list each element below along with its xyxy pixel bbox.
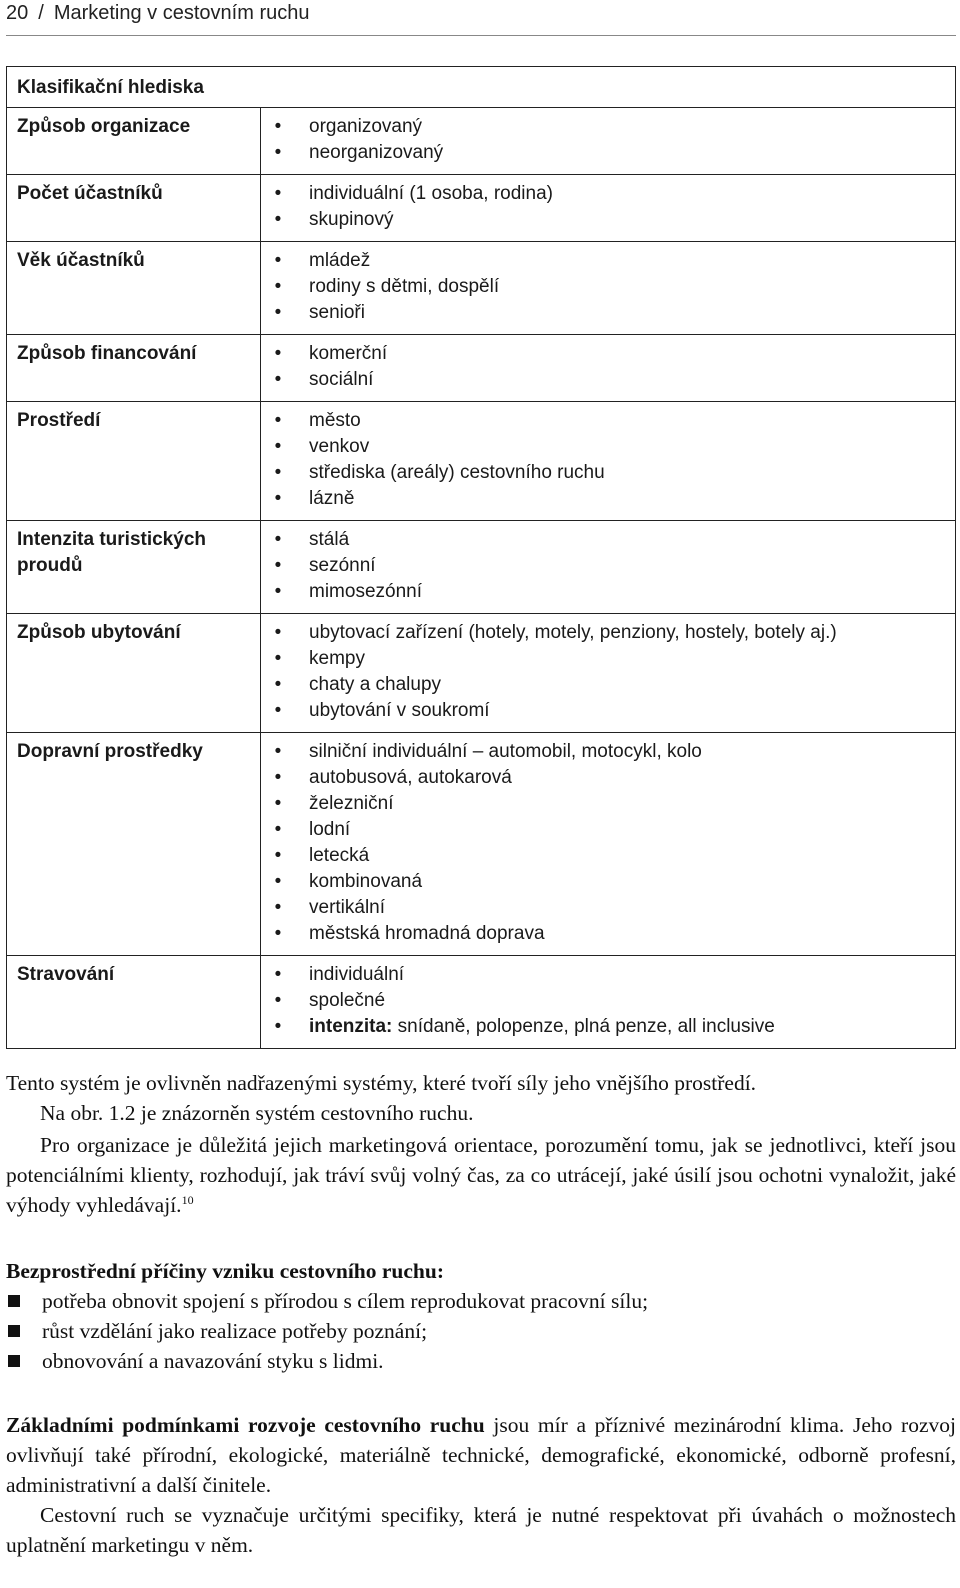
list-item-text: lodní xyxy=(309,819,351,840)
list-item xyxy=(6,1286,956,1316)
list-item-text: městská hromadná doprava xyxy=(309,923,545,944)
list-item xyxy=(271,765,945,791)
list-item xyxy=(271,486,945,512)
list-item xyxy=(271,962,945,988)
bullet-icon: • xyxy=(274,793,282,814)
table-row xyxy=(7,402,956,521)
bullet-icon: • xyxy=(274,990,282,1011)
list-item-text: senioři xyxy=(309,302,365,323)
list-item-text: společné xyxy=(309,990,386,1011)
list-item-text: město xyxy=(309,410,361,431)
bullet-icon: • xyxy=(274,767,282,788)
value-list xyxy=(271,408,945,512)
list-item xyxy=(271,300,945,326)
header-separator: / xyxy=(38,2,44,24)
list-item-text: sezónní xyxy=(309,555,376,576)
bullet-icon: • xyxy=(274,343,282,364)
value-list xyxy=(271,527,945,605)
paragraph-line: Na obr. 1.2 je znázorněn systém cestovního ruchu. xyxy=(40,1101,474,1125)
value-list xyxy=(271,248,945,326)
classification-table xyxy=(6,66,956,1049)
row-category: Dopravní prostředky xyxy=(7,733,261,956)
list-item xyxy=(271,274,945,300)
table-row xyxy=(7,733,956,956)
list-item-text: neorganizovaný xyxy=(309,142,444,163)
table-row xyxy=(7,175,956,242)
list-item xyxy=(271,181,945,207)
bullet-icon: • xyxy=(274,897,282,918)
list-item-label: intenzita: xyxy=(309,1016,393,1037)
paragraph-line: Tento systém je ovlivněn nadřazenými systémy, které tvoří síly jeho vnějšího prostředí. xyxy=(6,1071,757,1095)
row-category: Stravování xyxy=(7,956,261,1049)
list-item-text: autobusová, autokarová xyxy=(309,767,512,788)
square-bullet-icon xyxy=(8,1355,20,1367)
list-item-text: mládež xyxy=(309,250,371,271)
row-values xyxy=(261,733,956,956)
list-item-text: letecká xyxy=(309,845,370,866)
list-item-text: sociální xyxy=(309,369,374,390)
list-item xyxy=(271,791,945,817)
bullet-icon: • xyxy=(274,923,282,944)
bullet-icon: • xyxy=(274,369,282,390)
list-item-text: rodiny s dětmi, dospělí xyxy=(309,276,500,297)
list-item xyxy=(271,248,945,274)
bullet-icon: • xyxy=(274,700,282,721)
row-values xyxy=(261,614,956,733)
book-title: Marketing v cestovním ruchu xyxy=(53,2,310,24)
square-bullet-icon xyxy=(8,1325,20,1337)
list-item xyxy=(271,553,945,579)
list-item-text: kempy xyxy=(309,648,365,669)
row-values xyxy=(261,956,956,1049)
row-values xyxy=(261,335,956,402)
list-item xyxy=(271,140,945,166)
bullet-icon: • xyxy=(274,1016,282,1037)
list-item xyxy=(271,817,945,843)
row-values xyxy=(261,108,956,175)
list-item xyxy=(271,341,945,367)
paragraph-orientation xyxy=(6,1130,956,1220)
table-header-row xyxy=(7,67,956,108)
list-item xyxy=(271,460,945,486)
list-item xyxy=(271,620,945,646)
table-row xyxy=(7,242,956,335)
bullet-icon: • xyxy=(274,276,282,297)
row-category: Způsob organizace xyxy=(7,108,261,175)
list-item-text: ubytování v soukromí xyxy=(309,700,490,721)
list-item-text: železniční xyxy=(309,793,394,814)
bullet-icon: • xyxy=(274,183,282,204)
list-item-text: ubytovací zařízení (hotely, motely, penziony, hostely, botely aj.) xyxy=(309,622,837,643)
list-item-text: růst vzdělání jako realizace potřeby poznání; xyxy=(42,1319,428,1343)
list-item-text: kombinovaná xyxy=(309,871,423,892)
table-row xyxy=(7,335,956,402)
list-item xyxy=(271,988,945,1014)
page-number: 20 xyxy=(6,2,29,24)
bullet-icon: • xyxy=(274,410,282,431)
bullet-icon: • xyxy=(274,871,282,892)
list-item xyxy=(271,869,945,895)
list-item-text: vertikální xyxy=(309,897,386,918)
bullet-icon: • xyxy=(274,964,282,985)
table-row xyxy=(7,108,956,175)
list-item-text: obnovování a navazování styku s lidmi. xyxy=(42,1349,384,1373)
list-item-text: organizovaný xyxy=(309,116,423,137)
list-item xyxy=(271,646,945,672)
value-list xyxy=(271,739,945,947)
list-item xyxy=(6,1346,956,1376)
bullet-icon: • xyxy=(274,488,282,509)
row-category: Intenzita turistických proudů xyxy=(7,521,261,614)
bullet-icon: • xyxy=(274,529,282,550)
bullet-icon: • xyxy=(274,436,282,457)
list-item-text: silniční individuální – automobil, motocykl, kolo xyxy=(309,741,702,762)
causes-heading: Bezprostřední příčiny vzniku cestovního ruchu: xyxy=(6,1259,444,1283)
bullet-icon: • xyxy=(274,648,282,669)
row-values xyxy=(261,242,956,335)
list-item-text: venkov xyxy=(309,436,370,457)
list-item xyxy=(271,579,945,605)
list-item-text: mimosezónní xyxy=(309,581,422,602)
list-item xyxy=(271,434,945,460)
value-list xyxy=(271,620,945,724)
bullet-icon: • xyxy=(274,116,282,137)
row-values xyxy=(261,402,956,521)
list-item xyxy=(271,698,945,724)
bullet-icon: • xyxy=(274,581,282,602)
list-item-text: komerční xyxy=(309,343,388,364)
running-header xyxy=(6,0,309,26)
list-item-text: chaty a chalupy xyxy=(309,674,442,695)
list-item-text: individuální (1 osoba, rodina) xyxy=(309,183,553,204)
list-item xyxy=(271,207,945,233)
list-item xyxy=(271,367,945,393)
list-item xyxy=(271,895,945,921)
list-item-text: skupinový xyxy=(309,209,394,230)
value-list xyxy=(271,341,945,393)
list-item-text: stálá xyxy=(309,529,350,550)
value-list xyxy=(271,962,945,1040)
bullet-icon: • xyxy=(274,622,282,643)
row-values xyxy=(261,521,956,614)
paragraph-system xyxy=(6,1068,956,1128)
list-item-text: snídaně, polopenze, plná penze, all inclusive xyxy=(392,1016,775,1037)
bullet-icon: • xyxy=(274,250,282,271)
list-item xyxy=(271,527,945,553)
row-category: Počet účastníků xyxy=(7,175,261,242)
bullet-icon: • xyxy=(274,819,282,840)
row-category: Způsob ubytování xyxy=(7,614,261,733)
bullet-icon: • xyxy=(274,845,282,866)
header-rule xyxy=(6,35,956,36)
list-item-text: lázně xyxy=(309,488,355,509)
bullet-icon: • xyxy=(274,555,282,576)
bullet-icon: • xyxy=(274,462,282,483)
bullet-icon: • xyxy=(274,302,282,323)
bullet-icon: • xyxy=(274,741,282,762)
row-category: Způsob financování xyxy=(7,335,261,402)
paragraph-specifics: Cestovní ruch se vyznačuje určitými specifiky, která je nutné respektovat při úvahách o možnostech uplatnění marketingu v něm. xyxy=(6,1503,956,1557)
table-row xyxy=(7,614,956,733)
bullet-icon: • xyxy=(274,674,282,695)
list-item xyxy=(271,672,945,698)
table-row xyxy=(7,956,956,1049)
list-item xyxy=(271,843,945,869)
list-item-text: střediska (areály) cestovního ruchu xyxy=(309,462,605,483)
table-heading: Klasifikační hlediska xyxy=(7,67,956,108)
paragraph-text: jsou mír a příznivé mezinárodní klima. Jeho rozvoj ovlivňují také přírodní, ekologické, materiálně technické, demografické, ekonomické, odborně profesní, administrativní a další činitele. xyxy=(6,1413,956,1497)
value-list xyxy=(271,114,945,166)
square-bullet-icon xyxy=(8,1295,20,1307)
row-category: Věk účastníků xyxy=(7,242,261,335)
footnote-ref: 10 xyxy=(181,1192,194,1207)
bullet-icon: • xyxy=(274,209,282,230)
list-item xyxy=(271,1014,945,1040)
paragraph-conditions xyxy=(6,1410,956,1500)
list-item xyxy=(6,1316,956,1346)
list-item-text: potřeba obnovit spojení s přírodou s cílem reprodukovat pracovní sílu; xyxy=(42,1289,649,1313)
paragraph-text: Pro organizace je důležitá jejich marketingová orientace, porozumění tomu, jak se jednotlivci, kteří jsou potenciálními klienty, rozhodují, jak tráví svůj volný čas, za co utrácejí, jaké úsilí jsou ochotni vynaložit, jaké výhody vyhledávají. xyxy=(6,1133,956,1217)
causes-list xyxy=(6,1286,956,1376)
row-category: Prostředí xyxy=(7,402,261,521)
list-item-text: individuální xyxy=(309,964,405,985)
emphasis-text: Základními podmínkami rozvoje cestovního ruchu xyxy=(6,1413,485,1437)
value-list xyxy=(271,181,945,233)
bullet-icon: • xyxy=(274,142,282,163)
table-row xyxy=(7,521,956,614)
list-item xyxy=(271,408,945,434)
list-item xyxy=(271,114,945,140)
list-item xyxy=(271,921,945,947)
list-item xyxy=(271,739,945,765)
row-values xyxy=(261,175,956,242)
